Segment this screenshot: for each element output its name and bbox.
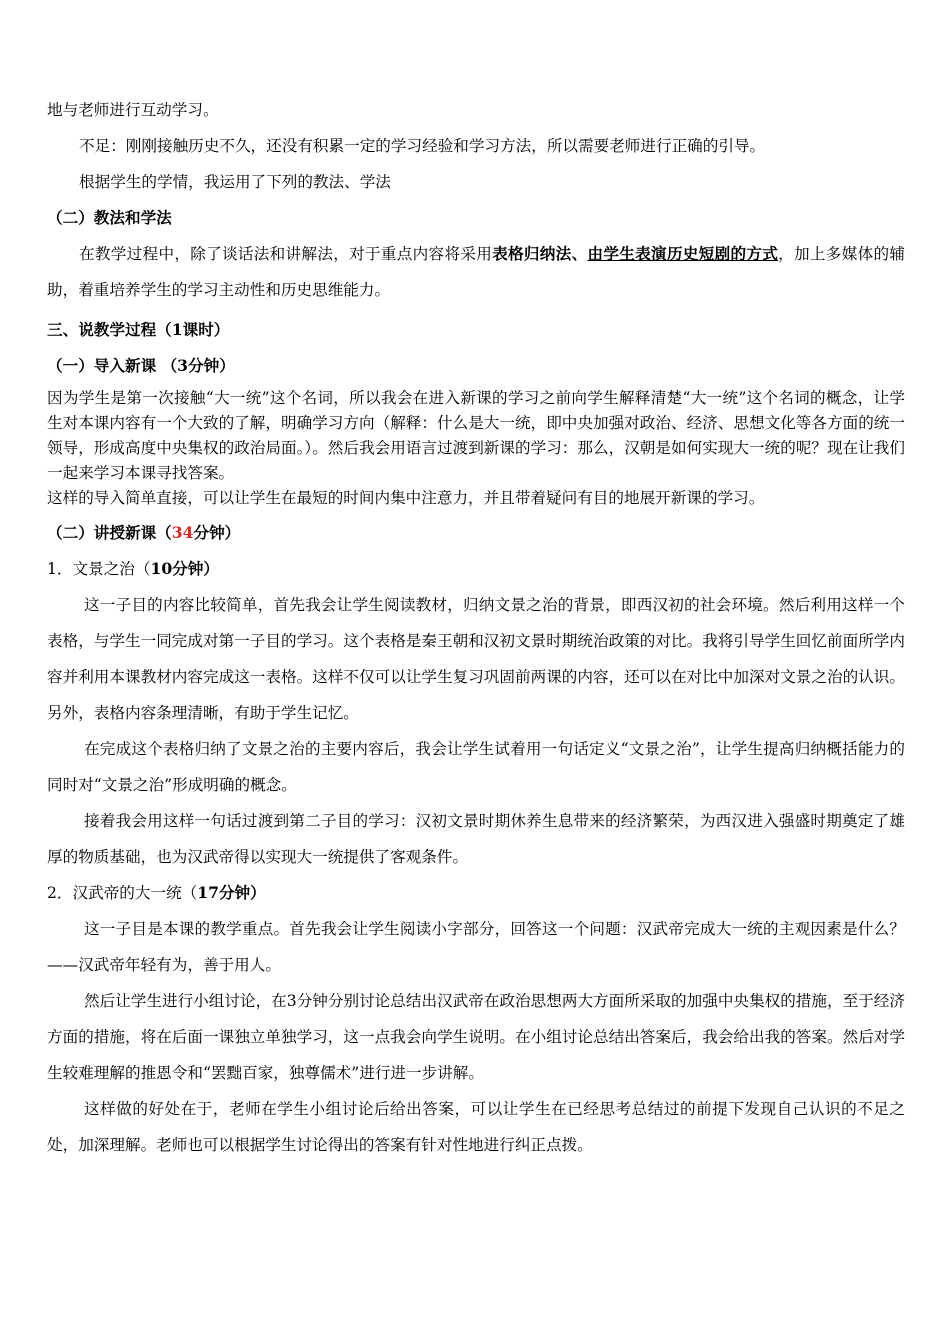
new-lesson-label-a: （二）讲授新课（ [47,523,172,542]
part2-title: 2．汉武帝的大一统（ [47,884,198,902]
methods-bold-a: 表格归纳法、 [492,244,588,263]
heading-part2 [47,875,905,911]
methods-bold-underlined: 由学生表演历史短剧的方式 [587,244,779,263]
heading-part1 [47,551,905,587]
methods-text-b: ，加上多媒体的辅助，着重培养学生的学习主动性和历史思维能力。 [47,245,905,299]
part2-duration: 17分钟） [197,883,266,902]
new-lesson-label-b: 分钟） [193,523,241,542]
document-page [47,92,905,1163]
paragraph-part2-1: 这一子目是本课的教学重点。首先我会让学生阅读小字部分，回答这一个问题：汉武帝完成大一统的主观因素是什么？——汉武帝年轻有为，善于用人。 [47,920,905,974]
heading-intro: （一）导入新课 （3分钟） [47,356,235,375]
paragraph-shortcoming: 不足：刚刚接触历史不久，还没有积累一定的学习经验和学习方法，所以需要老师进行正确的引导。 [79,137,766,155]
paragraph-part2-2: 然后让学生进行小组讨论，在3分钟分别讨论总结出汉武帝在政治思想两大方面所采取的加强中央集权的措施，至于经济方面的措施，将在后面一课独立单独学习，这一点我会向学生说明。在小组讨论总结出答案后，我会给出我的答案。然后对学生较难理解的推恩令和“罢黜百家，独尊儒术”进行进一步讲解。 [47,992,905,1082]
heading-new-lesson [47,515,905,551]
part1-duration: 10分钟） [150,559,219,578]
heading-teaching-process: 三、说教学过程（1课时） [47,320,230,339]
paragraph-methods-lead: 根据学生的学情，我运用了下列的教法、学法 [79,173,391,191]
part1-title: 1．文景之治（ [47,560,151,578]
paragraph-part1-3: 接着我会用这样一句话过渡到第二子目的学习：汉初文景时期休养生息带来的经济繁荣，为西汉进入强盛时期奠定了雄厚的物质基础，也为汉武帝得以实现大一统提供了客观条件。 [47,812,905,866]
paragraph-part2-3: 这样做的好处在于，老师在学生小组讨论后给出答案，可以让学生在已经思考总结过的前提下发现自己认识的不足之处，加深理解。老师也可以根据学生讨论得出的答案有针对性地进行纠正点拨。 [47,1100,905,1154]
heading-methods: （二）教法和学法 [47,208,172,227]
paragraph-methods [47,236,905,308]
paragraph-part1-1: 这一子目的内容比较简单，首先我会让学生阅读教材，归纳文景之治的背景，即西汉初的社会环境。然后利用这样一个表格，与学生一同完成对第一子目的学习。这个表格是秦王朝和汉初文景时期统治政策的对比。我将引导学生回忆前面所学内容并利用本课教材内容完成这一表格。这样不仅可以让学生复习巩固前两课的内容，还可以在对比中加深对文景之治的认识。另外，表格内容条理清晰，有助于学生记忆。 [47,596,905,722]
paragraph-intro: 因为学生是第一次接触“大一统”这个名词，所以我会在进入新课的学习之前向学生解释清楚“大一统”这个名词的概念，让学生对本课内容有一个大致的了解，明确学习方向（解释：什么是大一统，即中央加强对政治、经济、思想文化等各方面的统一领导，形成高度中央集权的政治局面。）。然后我会用语言过渡到新课的学习：那么，汉朝是如何实现大一统的呢？现在让我们一起来学习本课寻找答案。 [47,389,905,482]
paragraph-continuation: 地与老师进行互动学习。 [47,101,219,119]
methods-text-a: 在教学过程中，除了谈话法和讲解法，对于重点内容将采用 [79,245,493,263]
paragraph-part1-2: 在完成这个表格归纳了文景之治的主要内容后，我会让学生试着用一句话定义“文景之治”，让学生提高归纳概括能力的同时对“文景之治”形成明确的概念。 [47,740,905,794]
paragraph-intro-summary: 这样的导入简单直接，可以让学生在最短的时间内集中注意力，并且带着疑问有目的地展开新课的学习。 [47,489,765,507]
new-lesson-minutes: 34 [171,523,194,542]
